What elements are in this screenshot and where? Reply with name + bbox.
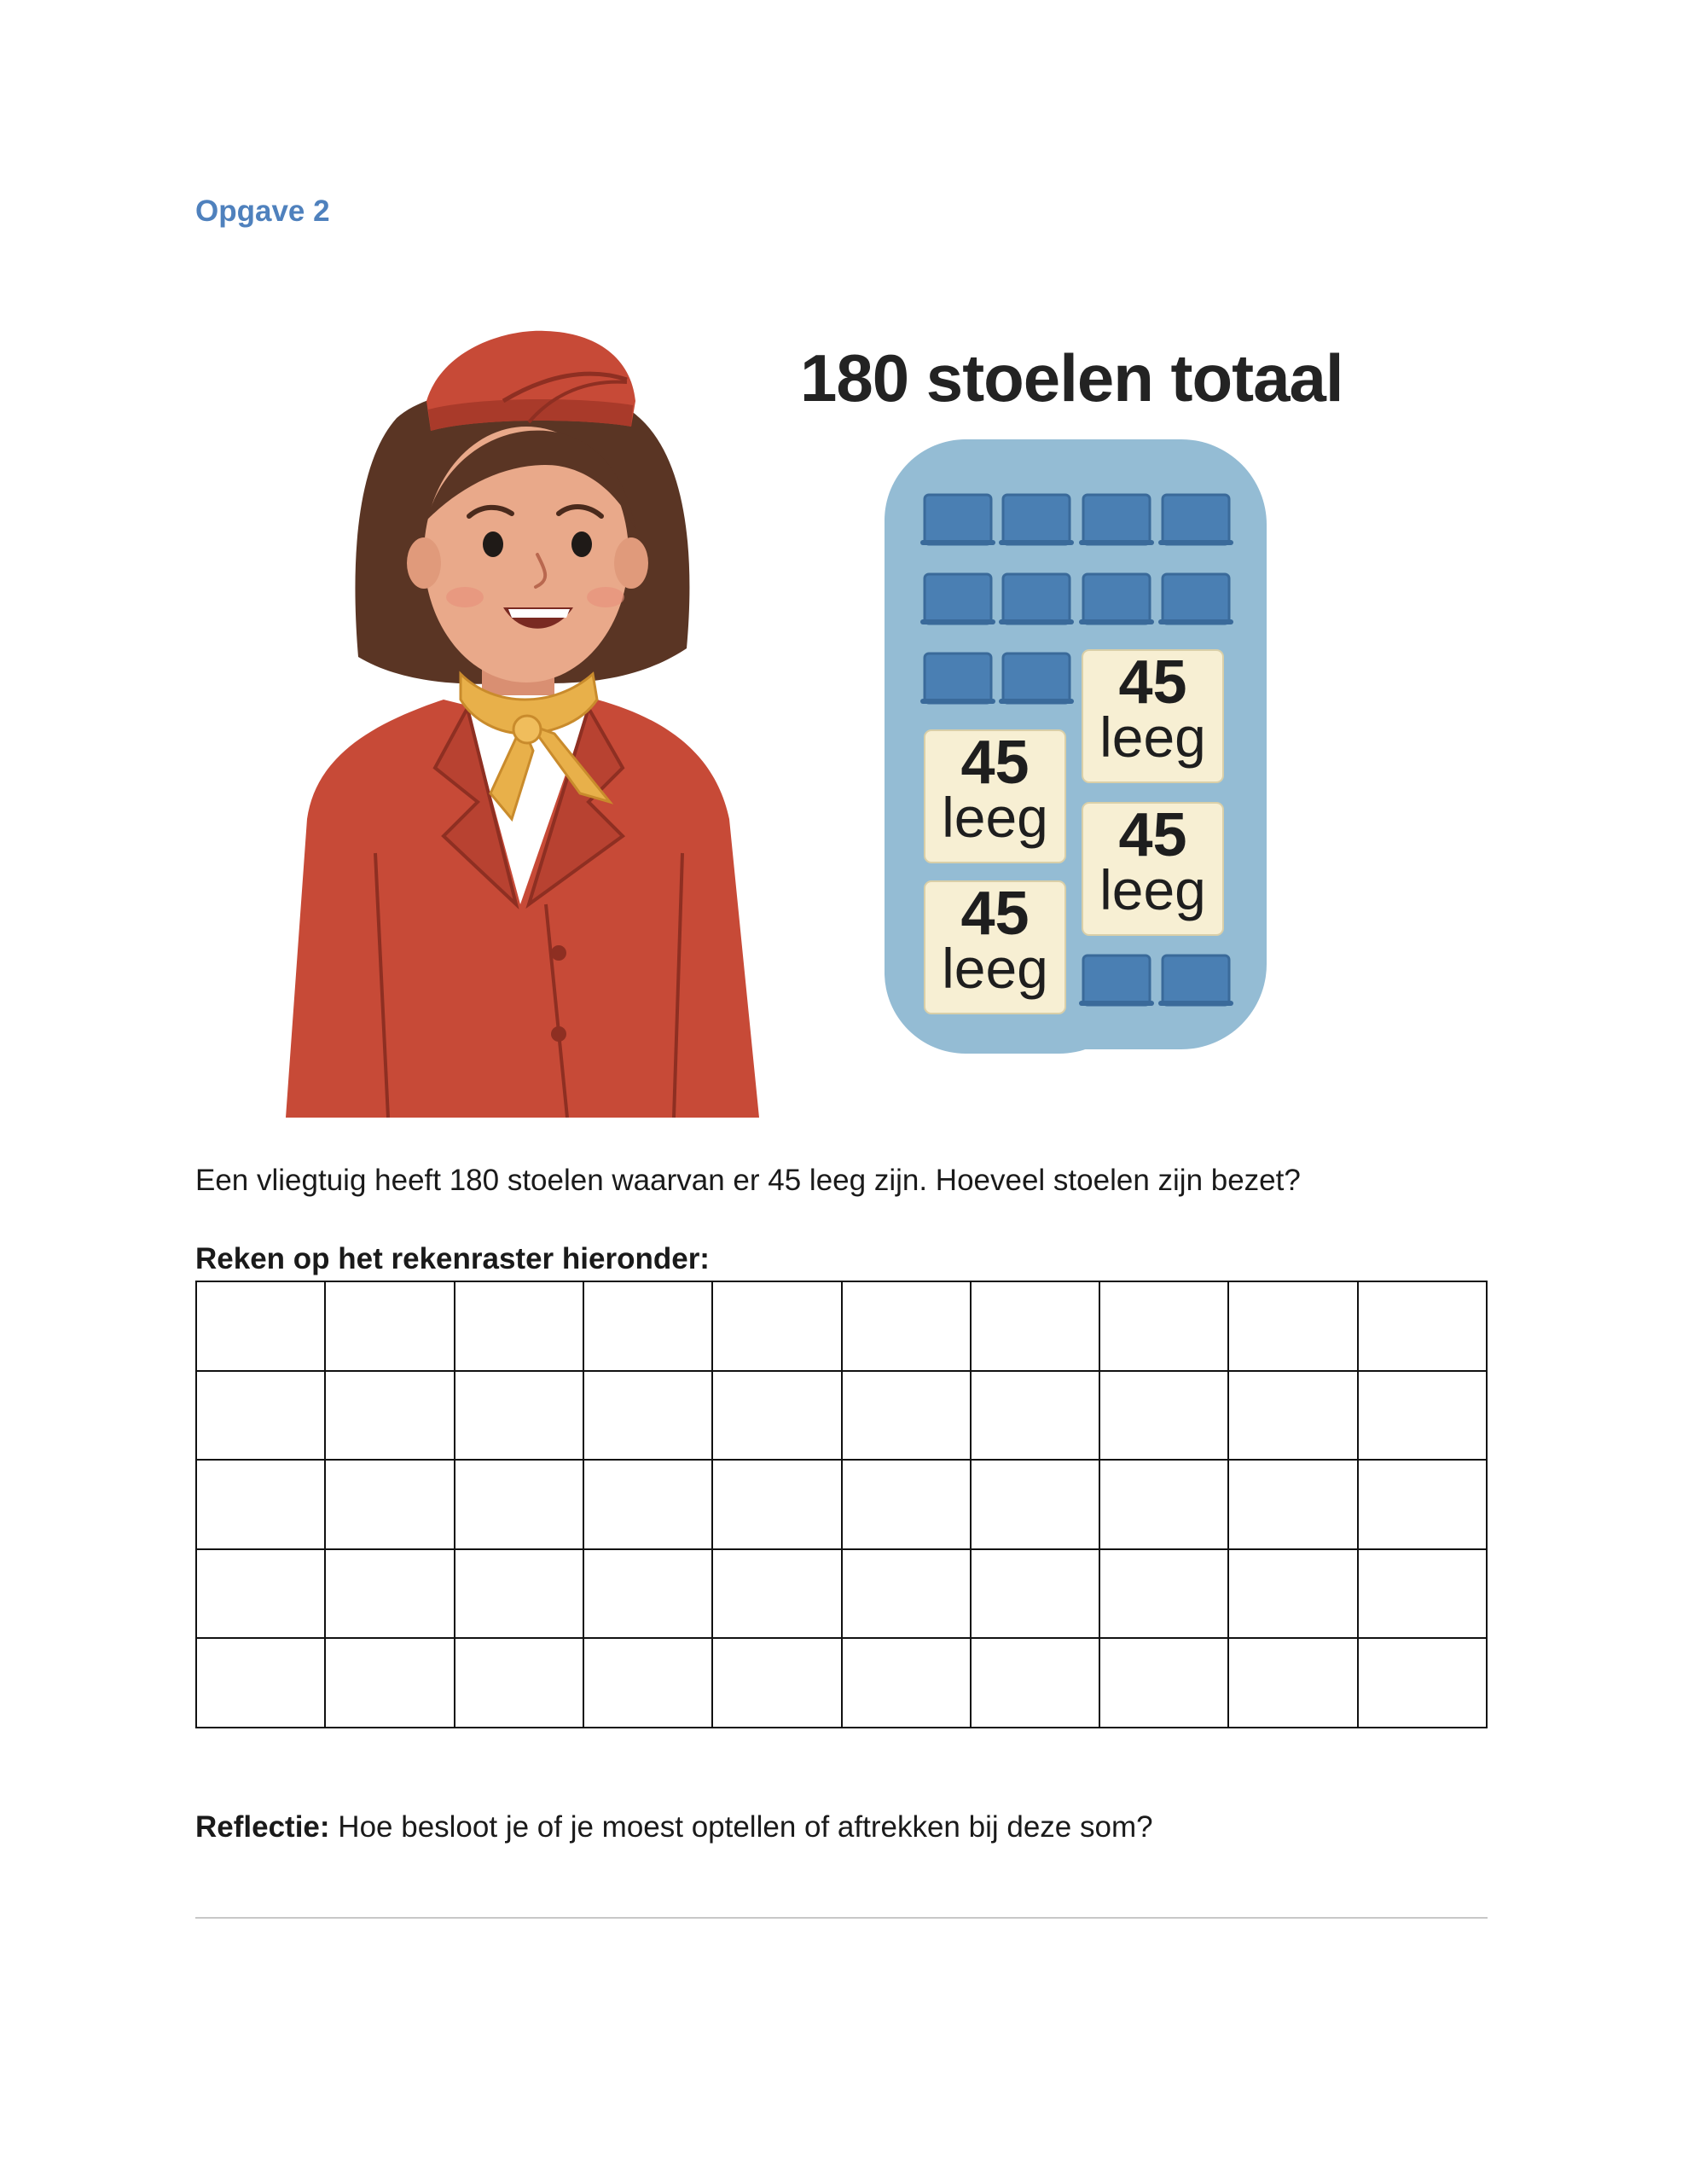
- answer-line[interactable]: [195, 1917, 1488, 1919]
- grid-cell[interactable]: [584, 1372, 713, 1461]
- grid-cell[interactable]: [843, 1550, 972, 1640]
- grid-cell[interactable]: [713, 1550, 842, 1640]
- card-number: 45: [960, 880, 1030, 948]
- grid-cell[interactable]: [972, 1461, 1100, 1550]
- grid-cell[interactable]: [326, 1550, 455, 1640]
- empty-card-text: [925, 729, 1065, 849]
- grid-cell[interactable]: [1100, 1461, 1229, 1550]
- reflection-label: Reflectie:: [195, 1810, 330, 1844]
- grid-cell[interactable]: [1100, 1282, 1229, 1372]
- grid-cell[interactable]: [197, 1461, 326, 1550]
- grid-cell[interactable]: [972, 1282, 1100, 1372]
- grid-cell[interactable]: [326, 1372, 455, 1461]
- grid-cell[interactable]: [455, 1282, 584, 1372]
- reflection-text: Hoe besloot je of je moest optellen of aftrekken bij deze som?: [338, 1810, 1153, 1844]
- seat: [1003, 653, 1070, 703]
- seat: [1163, 495, 1229, 544]
- grid-cell[interactable]: [713, 1372, 842, 1461]
- grid-cell[interactable]: [843, 1282, 972, 1372]
- grid-cell[interactable]: [843, 1372, 972, 1461]
- grid-cell[interactable]: [843, 1639, 972, 1728]
- exercise-heading: Opgave 2: [195, 195, 330, 228]
- card-word: leeg: [1099, 858, 1206, 921]
- grid-cell[interactable]: [1100, 1550, 1229, 1640]
- card-word: leeg: [1099, 706, 1206, 769]
- card-word: leeg: [942, 786, 1048, 849]
- seat: [1163, 574, 1229, 624]
- grid-cell[interactable]: [972, 1639, 1100, 1728]
- card-number: 45: [1118, 801, 1187, 869]
- seat: [1083, 574, 1150, 624]
- grid-cell[interactable]: [713, 1461, 842, 1550]
- seat: [925, 495, 991, 544]
- seat: [1083, 956, 1150, 1005]
- seat: [1003, 574, 1070, 624]
- grid-cell[interactable]: [326, 1282, 455, 1372]
- grid-cell[interactable]: [843, 1461, 972, 1550]
- card-number: 45: [1118, 648, 1187, 717]
- grid-cell[interactable]: [972, 1550, 1100, 1640]
- grid-cell[interactable]: [326, 1639, 455, 1728]
- grid-cell[interactable]: [1359, 1461, 1488, 1550]
- grid-cell[interactable]: [1100, 1639, 1229, 1728]
- card-word: leeg: [942, 937, 1048, 1000]
- grid-cell[interactable]: [1359, 1372, 1488, 1461]
- grid-cell[interactable]: [584, 1282, 713, 1372]
- seat: [925, 574, 991, 624]
- grid-cell[interactable]: [455, 1372, 584, 1461]
- grid-cell[interactable]: [713, 1282, 842, 1372]
- grid-cell[interactable]: [584, 1461, 713, 1550]
- card-number: 45: [960, 729, 1030, 797]
- grid-cell[interactable]: [455, 1461, 584, 1550]
- grid-cell[interactable]: [1100, 1372, 1229, 1461]
- empty-card-text: [925, 880, 1065, 1000]
- grid-cell[interactable]: [1359, 1282, 1488, 1372]
- grid-cell[interactable]: [197, 1639, 326, 1728]
- grid-label: Reken op het rekenraster hieronder:: [195, 1242, 710, 1275]
- grid-cell[interactable]: [1229, 1461, 1358, 1550]
- empty-card-text: [1082, 648, 1223, 769]
- calculation-grid[interactable]: [195, 1281, 1488, 1728]
- grid-cell[interactable]: [455, 1639, 584, 1728]
- grid-cell[interactable]: [1229, 1372, 1358, 1461]
- grid-cell[interactable]: [972, 1372, 1100, 1461]
- grid-cell[interactable]: [197, 1550, 326, 1640]
- question-text: Een vliegtuig heeft 180 stoelen waarvan er 45 leeg zijn. Hoeveel stoelen zijn bezet?: [195, 1164, 1301, 1197]
- empty-card-text: [1082, 801, 1223, 921]
- grid-cell[interactable]: [584, 1550, 713, 1640]
- grid-cell[interactable]: [713, 1639, 842, 1728]
- seat: [1083, 495, 1150, 544]
- grid-cell[interactable]: [1359, 1639, 1488, 1728]
- grid-cell[interactable]: [1229, 1282, 1358, 1372]
- grid-cell[interactable]: [455, 1550, 584, 1640]
- grid-cell[interactable]: [1229, 1550, 1358, 1640]
- grid-cell[interactable]: [197, 1282, 326, 1372]
- grid-cell[interactable]: [197, 1372, 326, 1461]
- grid-cell[interactable]: [1229, 1639, 1358, 1728]
- grid-cell[interactable]: [326, 1461, 455, 1550]
- plane-title: 180 stoelen totaal: [800, 340, 1343, 415]
- seat: [1003, 495, 1070, 544]
- seat: [925, 653, 991, 703]
- seat: [1163, 956, 1229, 1005]
- grid-cell[interactable]: [584, 1639, 713, 1728]
- grid-cell[interactable]: [1359, 1550, 1488, 1640]
- reflection-prompt: [195, 1810, 1153, 1844]
